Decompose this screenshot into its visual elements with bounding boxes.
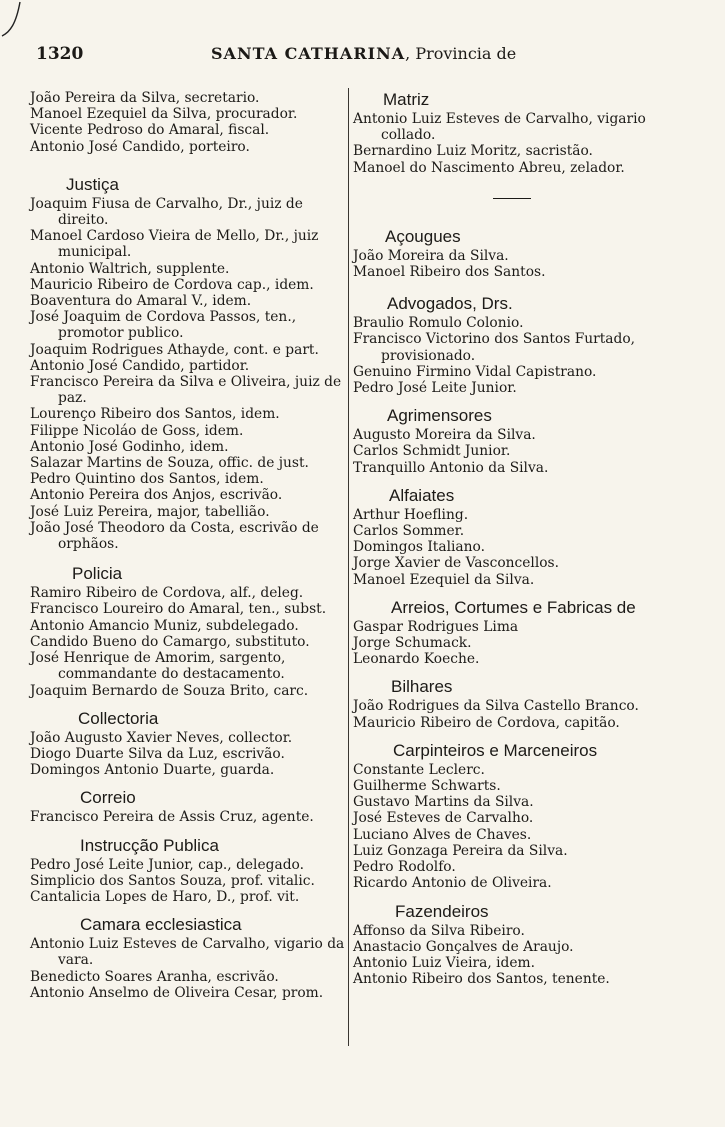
list-item: Joaquim Rodrigues Athayde, cont. e part. [30,341,319,358]
list-item: Domingos Italiano. [353,539,485,556]
list-item: Genuino Firmino Vidal Capistrano. [353,363,597,380]
list-item: Lourenço Ribeiro dos Santos, idem. [30,406,280,423]
running-title-sub: , Provincia de [405,44,517,63]
right-column [353,90,688,987]
list-item: Salazar Martins de Souza, offic. de just. [30,455,309,472]
page-header [36,44,676,68]
list-item: Leonardo Koeche. [353,651,480,668]
section-heading-instruccao: Instrucção Publica [80,835,219,855]
list-item: Antonio José Candido, porteiro. [30,138,250,155]
list-item: Pedro Quintino dos Santos, idem. [30,471,264,488]
list-item: Domingos Antonio Duarte, guarda. [30,762,275,779]
list-item: José Esteves de Carvalho. [353,810,534,827]
list-item: Mauricio Ribeiro de Cordova cap., idem. [30,276,314,293]
page-number: 1320 [36,44,84,64]
list-item: Bernardino Luiz Moritz, sacristão. [353,143,593,160]
list-item: Manoel Cardoso Vieira de Mello, Dr., juiz municipal. [30,228,319,261]
list-item: Guilherme Schwarts. [353,778,501,795]
list-item: Gaspar Rodrigues Lima [353,618,519,635]
list-item: Luiz Gonzaga Pereira da Silva. [353,842,568,859]
list-item: Filippe Nicoláo de Goss, idem. [30,422,244,439]
list-item: Antonio Luiz Vieira, idem. [353,954,535,971]
list-item: Francisco Pereira de Assis Cruz, agente. [30,809,314,826]
list-item: Tranquillo Antonio da Silva. [353,459,549,476]
list-item: Manoel do Nascimento Abreu, zelador. [353,159,625,176]
list-item: Ricardo Antonio de Oliveira. [353,875,552,892]
list-item: José Joaquim de Cordova Passos, ten., promotor publico. [30,309,297,342]
list-item: Carlos Sommer. [353,523,465,540]
list-item: Pedro José Leite Junior, cap., delegado. [30,856,304,873]
list-item: Boaventura do Amaral V., idem. [30,293,252,310]
running-title [211,44,516,63]
left-column [30,90,350,1001]
list-item: Manoel Ezequiel da Silva. [353,571,535,588]
list-item: Antonio Luiz Esteves de Carvalho, vigario collado. [353,111,646,144]
list-item: Ramiro Ribeiro de Cordova, alf., deleg. [30,585,304,602]
section-heading-carpinteiros: Carpinteiros e Marceneiros [393,740,598,760]
list-item: Pedro José Leite Junior. [353,380,517,397]
section-heading-alfaiates: Alfaiates [389,485,455,505]
list-item: Augusto Moreira da Silva. [353,427,536,444]
section-heading-justica: Justiça [66,174,119,194]
list-item: Antonio José Godinho, idem. [30,438,229,455]
list-item: Joaquim Fiusa de Carvalho, Dr., juiz de direito. [30,195,303,229]
list-item: Francisco Pereira da Silva e Oliveira, juiz de paz. [30,374,342,407]
list-item: Antonio Ribeiro dos Santos, tenente. [353,971,610,988]
list-item: João Moreira da Silva. [353,247,509,264]
list-item: Luciano Alves de Chaves. [353,826,532,843]
list-item: Arthur Hoefling. [353,506,469,523]
list-item: Antonio Amancio Muniz, subdelegado. [30,617,299,634]
running-title-main: SANTA CATHARINA [211,44,406,63]
list-item: Antonio Luiz Esteves de Carvalho, vigario da vara. [30,936,345,969]
list-item: João Rodrigues da Silva Castello Branco. [353,698,639,715]
list-item: João Augusto Xavier Neves, collector. [30,729,293,746]
section-heading-collectoria: Collectoria [78,708,159,728]
list-item: Manoel Ezequiel da Silva, procurador. [30,106,298,123]
list-item: Antonio Pereira dos Anjos, escrivão. [30,487,283,504]
section-heading-matriz: Matriz [383,90,430,109]
section-heading-correio: Correio [80,788,136,808]
list-item: José Luiz Pereira, major, tabellião. [30,503,270,520]
section-rule [493,198,531,199]
section-heading-bilhares: Bilhares [391,677,453,697]
list-item: Affonso da Silva Ribeiro. [353,922,525,939]
list-item: Francisco Loureiro do Amaral, ten., subst. [30,601,327,618]
section-heading-fazendeiros: Fazendeiros [395,901,489,921]
list-item: Gustavo Martins da Silva. [353,794,534,811]
section-heading-camara-ecclesiastica: Camara ecclesiastica [80,915,242,935]
list-item: Antonio Waltrich, supplente. [30,260,230,277]
list-item: Manoel Ribeiro dos Santos. [353,264,546,281]
section-heading-arreios: Arreios, Cortumes e Fabricas de [391,597,636,617]
section-heading-advogados: Advogados, Drs. [387,294,513,314]
list-item: Benedicto Soares Aranha, escrivão. [30,968,279,985]
list-item: Mauricio Ribeiro de Cordova, capitão. [353,714,620,731]
list-item: José Henrique de Amorim, sargento, commandante do destacamento. [30,650,286,683]
list-item: Antonio Anselmo de Oliveira Cesar, prom. [30,984,324,1001]
list-item: Carlos Schmidt Junior. [353,443,511,460]
list-item: Jorge Schumack. [353,635,472,652]
list-item: Antonio José Candido, partidor. [30,357,250,374]
list-item: Braulio Romulo Colonio. [353,315,524,332]
list-item: Pedro Rodolfo. [353,859,456,876]
list-item: Joaquim Bernardo de Souza Brito, carc. [30,682,309,699]
section-heading-policia: Policia [72,564,123,584]
list-item: Jorge Xavier de Vasconcellos. [353,555,560,572]
list-item: Simplicio dos Santos Souza, prof. vitalic. [30,872,315,889]
list-item: Anastacio Gonçalves de Araujo. [353,938,574,955]
list-item: João Pereira da Silva, secretario. [30,90,260,106]
list-item: Diogo Duarte Silva da Luz, escrivão. [30,745,285,762]
list-item: Francisco Victorino dos Santos Furtado, provisionado. [353,331,636,364]
list-item: João José Theodoro da Costa, escrivão de orphãos. [30,519,319,553]
list-item: Cantalicia Lopes de Haro, D., prof. vit. [30,888,300,905]
section-heading-agrimensores: Agrimensores [387,406,492,426]
list-item: Candido Bueno do Camargo, substituto. [30,633,310,650]
section-heading-acougues: Açougues [385,226,461,246]
list-item: Vicente Pedroso do Amaral, fiscal. [30,122,270,139]
ink-mark [0,0,30,40]
list-item: Constante Leclerc. [353,761,485,778]
